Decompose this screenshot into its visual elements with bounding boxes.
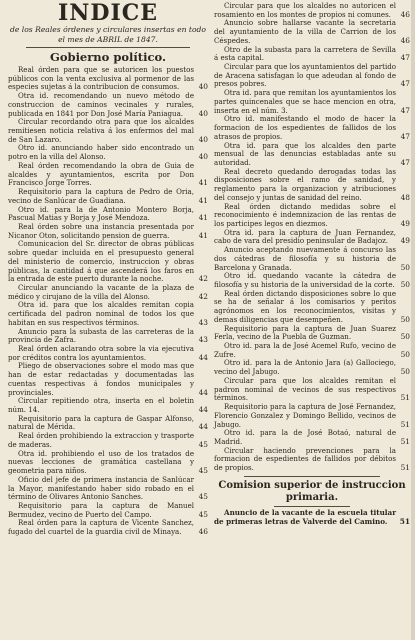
entry-text: Otro id. manifestando el modo de hacer la formacion de los espedientes de fallidos de los atrasos de propios. xyxy=(214,114,396,141)
section-rule xyxy=(274,506,350,507)
entry-page-number: 42 xyxy=(198,291,208,301)
entry-text: Anuncio para la subasta de las carreteras de la provincia de Zafra. xyxy=(8,326,194,345)
entry-page-number: 43 xyxy=(198,335,208,345)
index-entry xyxy=(214,403,410,429)
index-entry xyxy=(214,203,410,229)
entry-page-number: 41 xyxy=(198,178,208,188)
entry-text: Requisitorio para la captura de José Fernandez, Florencio Gonzalez y Domingo Bellido, vecinos de Jabugo. xyxy=(214,402,396,429)
entry-text: Circular anunciando la vacante de la plaza de médico y cirujano de la villa del Alonso. xyxy=(8,282,194,301)
entry-page-number: 44 xyxy=(198,405,208,415)
entry-page-number: 45 xyxy=(198,509,208,519)
index-entry xyxy=(8,118,208,144)
index-entry xyxy=(8,476,208,502)
entry-text: Real órden para que se autoricen los puestos públicos con la venta exclusiva al pormenor de las especies sujetas á la contribucion de consumos. xyxy=(8,65,194,92)
entry-page-number: 46 xyxy=(400,35,410,45)
title-rule xyxy=(26,47,190,48)
entry-text: Requisitorio para la captura de Gaspar Alfonso, natural de Mérida. xyxy=(8,413,194,432)
entry-text: Otro id. para la de Antonio Jara (a) Gallociego, vecino del Jabugo. xyxy=(214,358,396,377)
index-entry xyxy=(214,2,410,19)
entry-page-number: 51 xyxy=(400,393,410,403)
index-entry xyxy=(214,229,410,246)
entry-text: Comunicacion del Sr. director de obras públicas sobre quedar incluida en el presupuesto general del ministerio de comercio, instruccion y obras públicas, la cantidad á que ascenderá los faros en la entrada de este puerto durante la noche. xyxy=(8,239,194,284)
entry-page-number: 40 xyxy=(198,134,208,144)
entry-page-number: 46 xyxy=(198,527,208,537)
entry-text: Real decreto quedando derogadas todas las disposiciones sobre el ramo de sanidad, y reglamento para la organizacion y atribuciones del consejo y juntas de sanidad del reino. xyxy=(214,166,396,202)
entry-page-number: 51 xyxy=(400,436,410,446)
index-entry xyxy=(8,432,208,449)
entry-text: Otra id. para la captura de Juan Fernandez, cabo de vara del presidio peninsular de Badajoz. xyxy=(214,227,396,246)
entry-text: Anuncio de la vacante de la escuela titular de primeras letras de Valverde del Camino. xyxy=(214,507,396,526)
entry-text: Real órden dictando medidas sobre el reconocimiento é indemnizacion de las rentas de los participes legos en diezmos. xyxy=(214,201,396,228)
index-entry xyxy=(8,223,208,240)
entry-page-number: 51 xyxy=(400,419,410,429)
page-title: INDICE xyxy=(57,0,159,26)
entry-page-number: 47 xyxy=(400,105,410,115)
entry-text: Anuncio sobre hallarse vacante la secretaria del ayuntamiento de la villa de Carrion de los Céspedes. xyxy=(214,18,396,45)
entry-page-number: 49 xyxy=(400,236,410,246)
page-edge xyxy=(411,0,415,640)
entry-page-number: 47 xyxy=(400,131,410,141)
entry-text: Requisitorio para la captura de Juan Suarez Ferla, vecino de la Puebla de Guzman. xyxy=(214,323,396,342)
entry-text: Otra id. para que remitan los ayuntamientos los partes quincenales que se hace mencion en otra, inserta en el núm. 3. xyxy=(214,88,396,115)
right-column xyxy=(214,0,410,526)
index-entry xyxy=(214,115,410,141)
entry-page-number: 47 xyxy=(400,79,410,89)
index-entry xyxy=(8,284,208,301)
index-entry xyxy=(8,502,208,519)
entry-page-number: 45 xyxy=(198,466,208,476)
index-entry xyxy=(8,144,208,161)
index-entry xyxy=(214,377,410,403)
entry-page-number: 46 xyxy=(400,9,410,19)
entry-page-number: 50 xyxy=(400,349,410,359)
entry-text: Otra id. para que los alcaldes remitan copia certificada del padron nominal de todos los que habitan en sus respectivos términos. xyxy=(8,300,194,327)
entry-page-number: 40 xyxy=(198,108,208,118)
entry-page-number: 44 xyxy=(198,352,208,362)
entry-page-number: 45 xyxy=(198,492,208,502)
entry-text: Otro de la subasta para la carretera de Sevilla á esta capital. xyxy=(214,44,396,63)
index-entry xyxy=(214,325,410,342)
index-entry xyxy=(214,63,410,89)
index-entry xyxy=(8,519,208,536)
entry-text: Otra id. recomendando un nuevo método de construccion de caminos vecinales y rurales, publicada en 1841 por Don José María Paniagua. xyxy=(8,91,194,118)
entry-text: Real órden dictando disposiciones sobre lo que se ha de señalar á los comisarios y peritos agrónomos en los reconocimientos, visitas y demas diligencias que desempeñen. xyxy=(214,288,396,324)
entry-text: Otro id. quedando vacante la cátedra de filosofía y su historia de la universidad de la corte. xyxy=(214,271,396,289)
index-entry xyxy=(214,46,410,63)
index-entry xyxy=(8,240,208,284)
entry-text: Otro id. para la de Antonio Montero Borja, Pascual Matias y Borja y José Mendoza. xyxy=(8,204,194,223)
entry-text: Circular para que los alcaldes remitan el padron nominal de vecinos de sus respectivos términos. xyxy=(214,375,396,403)
section-heading-gobierno: Gobierno político. xyxy=(50,50,166,64)
entry-page-number: 48 xyxy=(400,192,410,202)
index-entry xyxy=(214,272,410,289)
entry-page-number: 49 xyxy=(400,218,410,228)
index-entry xyxy=(214,290,410,325)
index-entry xyxy=(214,447,410,473)
page-subtitle: de los Reales órdenes y circulares insertas en todo el mes de ABRIL de 1847. xyxy=(10,25,206,44)
index-entry xyxy=(8,66,208,92)
entry-text: Circular para que los alcaldes no autoricen el rosamiento en los montes de propios ni comunes. xyxy=(214,1,396,19)
index-entry xyxy=(8,92,208,118)
entry-text: Otra id. prohibiendo el uso de los tratados de nuevas lecciones de gramática castellana y geometria para niños. xyxy=(8,448,194,476)
entry-text: Real órden sobre una instancia presentada por Nicanor Oton, solicitando pension de guerra. xyxy=(8,221,194,240)
entry-page-number: 45 xyxy=(198,439,208,449)
index-entry xyxy=(8,206,208,223)
entry-text: Otra id. para que los alcaldes den parte mensual de las denuncias establadas ante su autoridad. xyxy=(214,140,396,167)
entry-page-number: 47 xyxy=(400,53,410,63)
entry-text: Circular para que los ayuntamientos del partido de Aracena satisfagan lo que adeudan al fondo de presos pobres. xyxy=(214,62,396,89)
entry-text: Oficio del jefe de primera instancia de Sanlúcar la Mayor, manifestando haber sido robado en el término de Olivares Antonio Sanches. xyxy=(8,474,194,502)
entry-page-number: 50 xyxy=(400,332,410,342)
section-rule xyxy=(244,476,380,477)
index-entry xyxy=(8,362,208,397)
entry-text: Circular haciendo prevenciones para la formacion de espedientes de fallidos por débitos de propios. xyxy=(214,445,396,473)
index-entry xyxy=(8,328,208,345)
last-entry xyxy=(214,509,410,526)
entry-text: Real órden prohibiendo la extraccion y trasporte de maderas. xyxy=(8,431,194,449)
index-entry xyxy=(214,19,410,45)
entry-text: Real órden para la captura de Vicente Sanchez, fugado del cuartel de la guardia civil de Minaya. xyxy=(8,518,194,537)
entry-page-number: 41 xyxy=(198,213,208,223)
index-entry xyxy=(8,397,208,414)
entry-text: Real órden aclarando otra sobre la via ejecutiva por créditos contra los ayuntamientos. xyxy=(8,344,194,362)
index-entry xyxy=(8,301,208,327)
entry-page-number: 44 xyxy=(198,422,208,432)
entry-page-number: 40 xyxy=(198,152,208,162)
entry-text: Real órden recomendando la obra de Guia de alcaldes y ayuntamientos, escrita por Don Francisco Jorge Torres. xyxy=(8,160,194,188)
right-entry-list xyxy=(214,2,410,473)
entry-page-number: 51 xyxy=(400,463,410,473)
index-entry xyxy=(214,429,410,446)
index-entry xyxy=(214,359,410,376)
index-entry xyxy=(214,246,410,272)
index-entry xyxy=(8,345,208,362)
entry-text: Circular repitiendo otra, inserta en el boletin núm. 14. xyxy=(8,396,194,415)
entry-page-number: 42 xyxy=(198,274,208,284)
index-entry xyxy=(8,415,208,432)
index-entry xyxy=(8,188,208,205)
index-entry xyxy=(214,342,410,359)
entry-page-number: 44 xyxy=(198,387,208,397)
index-entry xyxy=(214,89,410,115)
entry-page-number: 41 xyxy=(198,195,208,205)
entry-text: Pliego de observaciones sobre el modo mas que han de estar redactadas y documentadas las cuentas respectivas á fondos municipales y provinciales. xyxy=(8,361,194,397)
entry-page-number: 50 xyxy=(400,314,410,324)
entry-page-number: 43 xyxy=(198,317,208,327)
left-entry-list xyxy=(8,66,208,537)
index-entry xyxy=(214,168,410,203)
entry-text: Otro id. para la de José Botaó, natural de Madrid. xyxy=(214,428,396,446)
entry-text: Circular recordando otra para que los alcaldes remitiesen noticia relativa á los enfermos del mal de San Lazaro. xyxy=(8,117,194,144)
index-entry xyxy=(214,142,410,168)
index-entry xyxy=(8,162,208,188)
entry-text: Requisitorio para la captura de Manuel Bermudez, vecino de Puerto del Campo. xyxy=(8,500,194,519)
entry-page-number: 50 xyxy=(400,367,410,377)
entry-text: Requisitorio para la captura de Pedro de Oria, vecino de Sanlúcar de Guadiana. xyxy=(8,187,194,205)
entry-text: Otro id. anunciando haber sido encontrado un potro en la villa del Alonso. xyxy=(8,143,194,162)
entry-page-number: 40 xyxy=(198,82,208,92)
entry-page-number: 41 xyxy=(198,230,208,240)
entry-page-number: 50 xyxy=(400,262,410,272)
entry-page-number: 51 xyxy=(399,516,410,526)
entry-page-number: 47 xyxy=(400,157,410,167)
index-entry xyxy=(8,450,208,476)
section-heading-instruccion: Comision superior de instruccion primaria. xyxy=(218,479,406,503)
left-column xyxy=(8,0,208,537)
entry-text: Anuncio aceptando nuevamente á concurso las dos cátedras de filosofía y su historia de Barcelona y Granada. xyxy=(214,245,396,272)
entry-page-number: 50 xyxy=(400,280,410,289)
entry-text: Otro id. para la de José Acemel Rufo, vecino de Zufre. xyxy=(214,341,396,359)
